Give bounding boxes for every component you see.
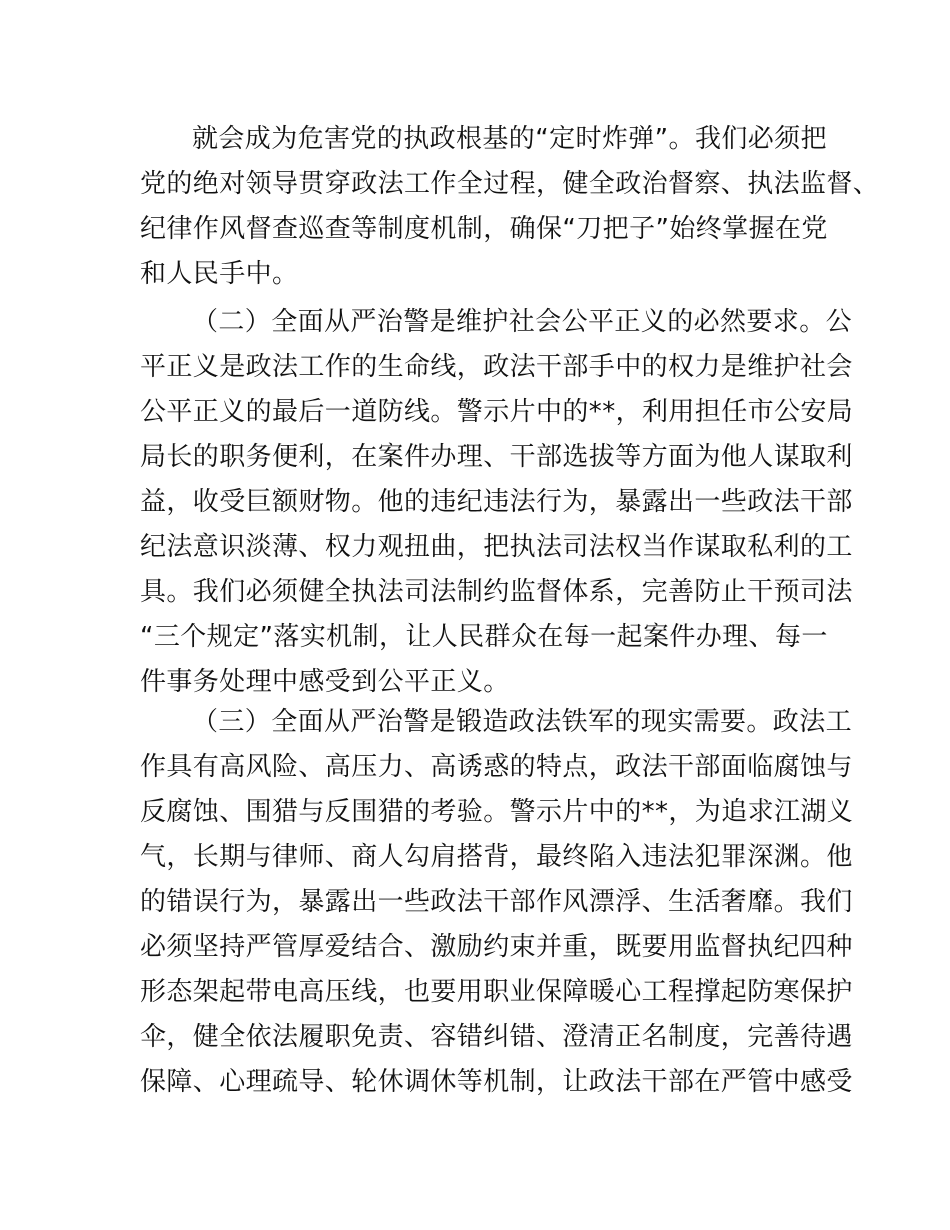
paragraph-line: 纪法意识淡薄、权力观扭曲，把执法司法权当作谋取私利的工: [140, 532, 853, 562]
paragraph-2: [140, 300, 854, 705]
paragraph-line: “三个规定”落实机制，让人民群众在每一起案件办理、每一: [140, 622, 828, 652]
paragraph-line: （三）全面从严治警是锻造政法铁军的现实需要。政法工: [192, 707, 853, 737]
paragraph-line: 反腐蚀、围猎与反围猎的考验。警示片中的**，为追求江湖义: [140, 797, 854, 827]
paragraph-line: 就会成为危害党的执政根基的“定时炸弹”。我们必须把: [192, 124, 827, 154]
paragraph-line: 具。我们必须健全执法司法制约监督体系，完善防止干预司法: [140, 577, 853, 607]
paragraph-line: 和人民手中。: [140, 259, 299, 289]
paragraph-line: 作具有高风险、高压力、高诱惑的特点，政法干部面临腐蚀与: [140, 752, 853, 782]
paragraph-line: 党的绝对领导贯穿政法工作全过程，健全政治督察、执法监督、: [140, 169, 880, 199]
paragraph-line: 气，长期与律师、商人勾肩搭背，最终陷入违法犯罪深渊。他: [140, 842, 853, 872]
paragraph-line: 平正义是政法工作的生命线，政法干部手中的权力是维护社会: [140, 352, 853, 382]
paragraph-line: 公平正义的最后一道防线。警示片中的**，利用担任市公安局: [140, 397, 854, 427]
paragraph-line: 益，收受巨额财物。他的违纪违法行为，暴露出一些政法干部: [140, 487, 853, 517]
paragraph-line: 件事务处理中感受到公平正义。: [140, 667, 510, 697]
paragraph-line: 伞，健全依法履职免责、容错纠错、澄清正名制度，完善待遇: [140, 1022, 853, 1052]
paragraph-1: [140, 117, 880, 297]
paragraph-line: 的错误行为，暴露出一些政法干部作风漂浮、生活奢靡。我们: [140, 887, 853, 917]
paragraph-line: （二）全面从严治警是维护社会公平正义的必然要求。公: [192, 307, 853, 337]
paragraph-line: 纪律作风督查巡查等制度机制，确保“刀把子”始终掌握在党: [140, 214, 828, 244]
paragraph-line: 必须坚持严管厚爱结合、激励约束并重，既要用监督执纪四种: [140, 932, 853, 962]
paragraph-3: [140, 700, 854, 1105]
paragraph-line: 局长的职务便利，在案件办理、干部选拔等方面为他人谋取利: [140, 442, 853, 472]
paragraph-line: 保障、心理疏导、轮休调休等机制，让政法干部在严管中感受: [140, 1067, 853, 1097]
paragraph-line: 形态架起带电高压线，也要用职业保障暖心工程撑起防寒保护: [140, 977, 853, 1007]
